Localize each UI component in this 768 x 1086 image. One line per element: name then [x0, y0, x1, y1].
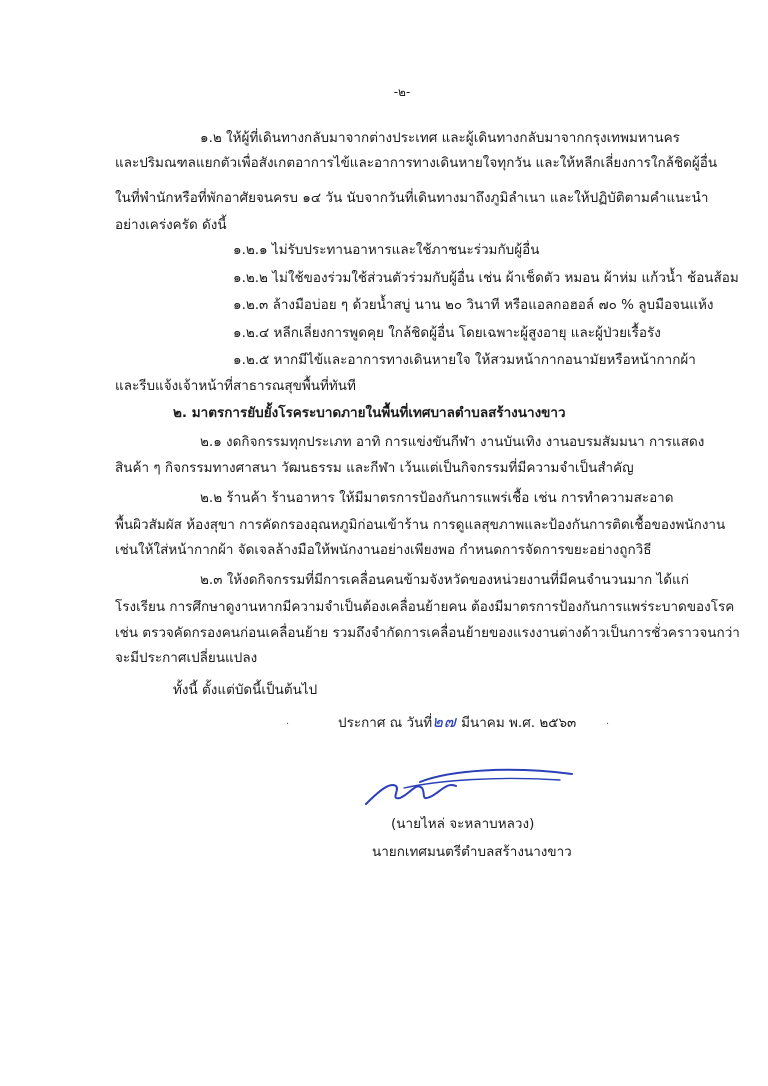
paragraph-2-1-line-1: ๒.๑ งดกิจกรรมทุกประเภท อาทิ การแข่งขันกีฬา งานบันเทิง งานอบรมสัมมนา การแสดง: [200, 434, 705, 450]
paragraph-2-1-line-2: สินค้า ๆ กิจกรรมทางศาสนา วัฒนธรรม และกีฬา เว้นแต่เป็นกิจกรรมที่มีความจำเป็นสำคัญ: [115, 460, 634, 476]
paragraph-2-3-line-3: เช่น ตรวจคัดกรองคนก่อนเคลื่อนย้าย รวมถึงจำกัดการเคลื่อนย้ายของแรงงานต่างด้าวเป็นการชั่วคราวจนกว่า: [115, 625, 740, 641]
paragraph-2-3-line-1: ๒.๓ ให้งดกิจกรรมที่มีการเคลื่อนคนข้ามจังหวัดของหน่วยงานที่มีคนจำนวนมาก ได้แก่: [200, 572, 689, 588]
paragraph-1-2-line-1: ๑.๒ ให้ผู้ที่เดินทางกลับมาจากต่างประเทศ และผู้เดินทางกลับมาจากกรุงเทพมหานคร: [200, 130, 680, 146]
paragraph-2-3-line-2: โรงเรียน การศึกษาดูงานหากมีความจำเป็นต้องเคลื่อนย้ายคน ต้องมีมาตรการป้องกันการแพร่ระบาดของโรค: [115, 599, 735, 615]
item-1-2-3: ๑.๒.๓ ล้างมือบ่อย ๆ ด้วยน้ำสบู่ นาน ๒๐ วินาที หรือแอลกอฮอล์ ๗๐ % ลูบมือจนแห้ง: [233, 297, 714, 313]
item-1-2-5-line-2: และรีบแจ้งเจ้าหน้าที่สาธารณสุขพื้นที่ทันที: [115, 378, 356, 394]
announcement-prefix: ประกาศ ณ วันที่: [338, 715, 433, 731]
paragraph-1-2-line-2: และปริมณฑลแยกตัวเพื่อสังเกตอาการไข้และอาการทางเดินหายใจทุกวัน และให้หลีกเลี่ยงการใกล้ชิดผู้อื่น: [115, 155, 718, 171]
stray-dot-right: .: [606, 716, 610, 727]
paragraph-1-2-line-3: ในที่พำนักหรือที่พักอาศัยจนครบ ๑๔ วัน นับจากวันที่เดินทางมาถึงภูมิลำเนา และให้ปฏิบัติตามคำแนะนำ: [115, 190, 709, 206]
paragraph-2-2-line-2: พื้นผิวสัมผัส ห้องสุขา การคัดกรองอุณหภูมิก่อนเข้าร้าน การดูแลสุขภาพและป้องกันการติดเชื้อของพนักงาน: [115, 517, 726, 533]
paragraph-2-2-line-1: ๒.๒ ร้านค้า ร้านอาหาร ให้มีมาตรการป้องกันการแพร่เชื้อ เช่น การทำความสะอาด: [200, 490, 674, 506]
stray-dot: .: [286, 716, 290, 727]
item-1-2-4: ๑.๒.๔ หลีกเลี่ยงการพูดคุย ใกล้ชิดผู้อื่น โดยเฉพาะผู้สูงอายุ และผู้ป่วยเรื้อรัง: [233, 325, 661, 341]
paragraph-1-2-line-4: อย่างเคร่งครัด ดังนี้: [115, 217, 227, 233]
announcement-day-handwritten: ๒๗: [432, 712, 457, 731]
signatory-name: (นายไหล่ จะหลาบหลวง): [391, 816, 535, 832]
item-1-2-1: ๑.๒.๑ ไม่รับประทานอาหารและใช้ภาชนะร่วมกับผู้อื่น: [233, 242, 540, 258]
announcement-date: [338, 712, 576, 733]
page-number: -๒-: [393, 85, 411, 99]
item-1-2-2: ๑.๒.๒ ไม่ใช้ของร่วมใช้ส่วนตัวร่วมกับผู้อื่น เช่น ผ้าเช็ดตัว หมอน ผ้าห่ม แก้วน้ำ ช้อนส้อม: [233, 270, 739, 286]
signatory-position: นายกเทศมนตรีตำบลสร้างนางขาว: [372, 844, 572, 860]
signature-image: [360, 752, 580, 818]
effective-statement: ทั้งนี้ ตั้งแต่บัดนี้เป็นต้นไป: [173, 682, 318, 698]
section-2-heading: ๒. มาตรการยับยั้งโรคระบาดภายในพื้นที่เทศบาลตำบลสร้างนางขาว: [173, 405, 566, 421]
paragraph-2-2-line-3: เช่นให้ใส่หน้ากากผ้า จัดเจลล้างมือให้พนักงานอย่างเพียงพอ กำหนดการจัดการขยะอย่างถูกวิธี: [115, 542, 652, 558]
paragraph-2-3-line-4: จะมีประกาศเปลี่ยนแปลง: [115, 650, 258, 666]
item-1-2-5-line-1: ๑.๒.๕ หากมีไข้และอาการทางเดินหายใจ ให้สวมหน้ากากอนามัยหรือหน้ากากผ้า: [233, 352, 696, 368]
announcement-month-year: มีนาคม พ.ศ. ๒๕๖๓: [461, 715, 577, 731]
